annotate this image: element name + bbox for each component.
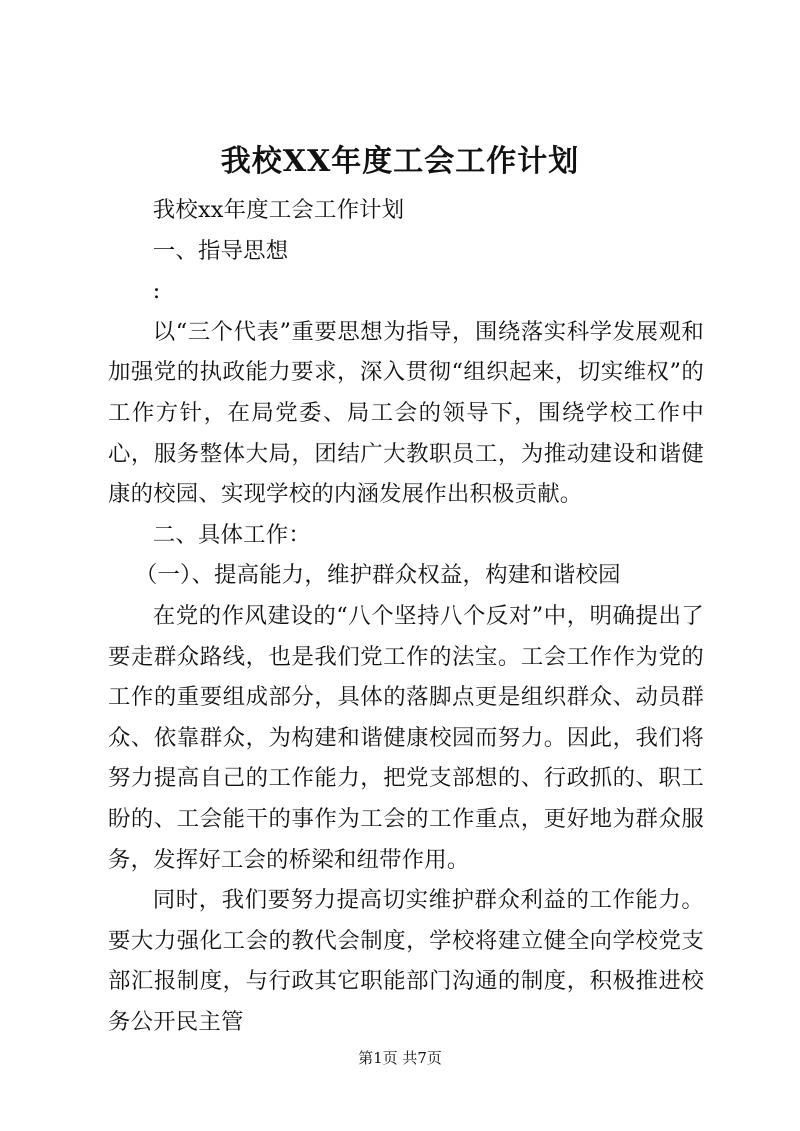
subtitle-paragraph: 我校xx年度工会工作计划 [152,197,405,223]
colon-paragraph: : [152,278,161,305]
section-heading-guiding-ideology: 一、指导思想 [152,237,289,264]
body-paragraph: 同时，我们要努力提高切实维护群众利益的工作能力。要大力强化工会的教代会制度，学校将建立健全向学校党支部汇报制度，与行政其它职能部门沟通的制度，积极推进校务公开民主管 [108,887,704,1035]
body-paragraph: 在党的作风建设的“八个坚持八个反对”中，明确提出了要走群众路线，也是我们党工作的法宝。工会工作作为党的工作的重要组成部分，具体的落脚点更是组织群众、动员群众、依靠群众，为构建和谐健康校园而努力。因此，我们将努力提高自己的工作能力，把党支部想的、行政抓的、职工盼的、工会能干的事作为工会的工作重点，更好地为群众服务，发挥好工会的桥梁和纽带作用。 [108,602,704,873]
document-title: 我校XX年度工会工作计划 [220,144,580,179]
document-body [108,190,704,1042]
page-footer: 第1页 共7页 [358,1049,442,1067]
subsection-heading: （一）、提高能力，维护群众权益，构建和谐校园 [134,562,621,589]
body-paragraph: 以“三个代表”重要思想为指导，围绕落实科学发展观和加强党的执政能力要求，深入贯彻“组织起来，切实维权”的工作方针，在局党委、局工会的领导下，围绕学校工作中心，服务整体大局，团结广大教职员工，为推动建设和谐健康的校园、实现学校的内涵发展作出积极贡献。 [108,318,704,508]
section-heading-specific-work: 二、具体工作： [152,521,311,548]
